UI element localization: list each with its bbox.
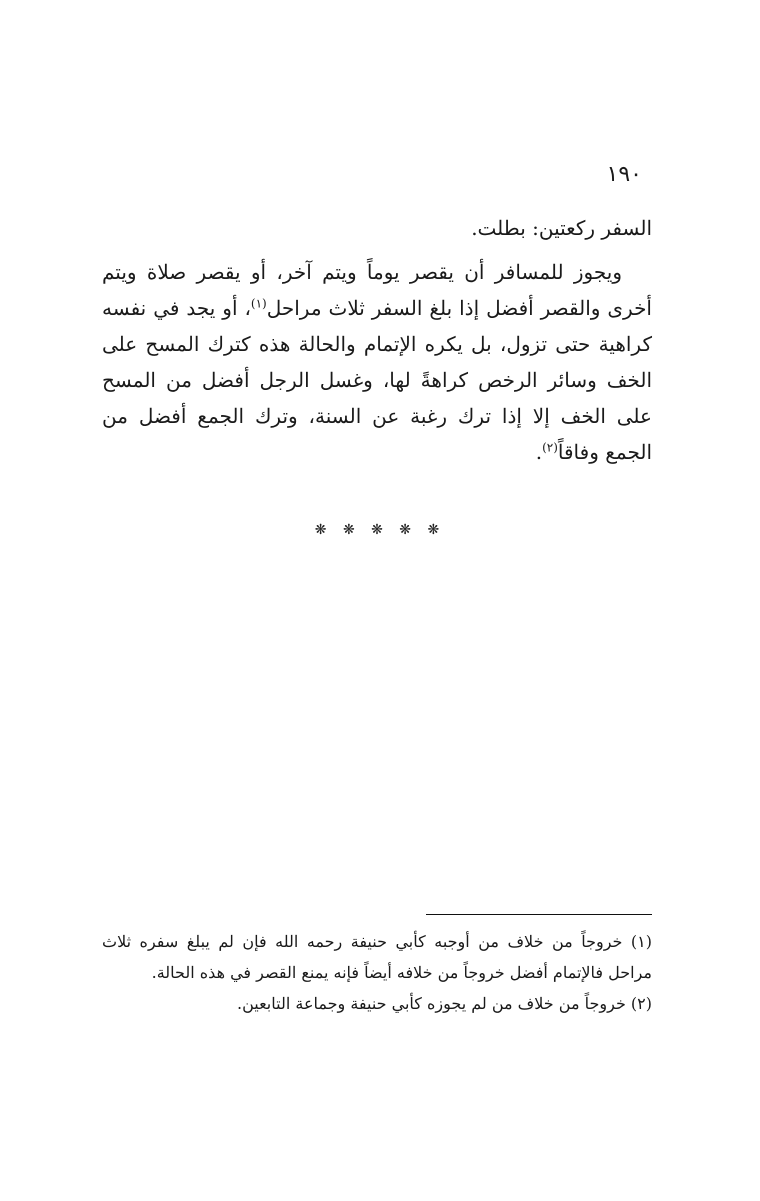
paragraph-2 — [102, 254, 652, 470]
footnotes — [102, 926, 652, 1019]
footnote-divider — [426, 914, 652, 915]
paragraph-2-main: ويجوز للمسافر أن يقصر يوماً ويتم آخر، أو يقصر صلاة ويتم أخرى والقصر أفضل إذا بلغ السفر ثلاث مراحل — [102, 260, 652, 320]
paragraph-2-mid: ، أو يجد في نفسه كراهية حتى تزول، بل يكره الإتمام والحالة هذه كترك المسح على الخف وسائر الرخص كراهةً لها، وغسل الرجل أفضل من المسح على الخف إلا إذا ترك رغبة عن السنة، وترك الجمع أفضل من الجمع وفاقاً — [102, 296, 652, 464]
paragraph-2-end: . — [535, 440, 543, 464]
page-number: ١٩٠ — [606, 162, 642, 187]
footnote-ref-1: (١) — [250, 296, 267, 311]
footnote-ref-2: (٢) — [542, 440, 558, 455]
paragraph-1: السفر ركعتين: بطلت. — [471, 216, 652, 240]
section-separator: ❋ ❋ ❋ ❋ ❋ — [314, 522, 446, 538]
footnote-1: (١) خروجاً من خلاف من أوجبه كأبي حنيفة رحمه الله فإن لم يبلغ سفره ثلاث مراحل فالإتمام أفضل خروجاً من خلافه أيضاً فإنه يمنع القصر في هذه الحالة. — [102, 932, 652, 982]
footnote-2: (٢) خروجاً من خلاف من لم يجوزه كأبي حنيفة وجماعة التابعين. — [236, 994, 652, 1013]
main-text — [102, 210, 652, 478]
